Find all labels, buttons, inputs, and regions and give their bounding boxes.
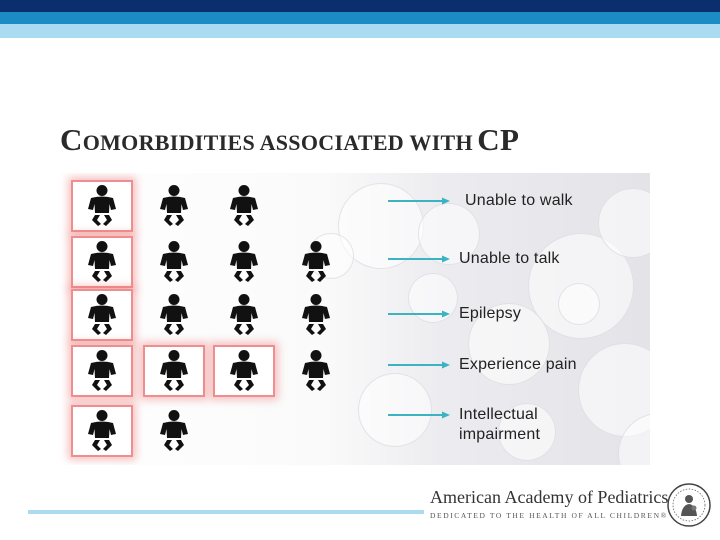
aap-logo: [430, 487, 668, 520]
arrow-right-icon: [388, 360, 450, 370]
child-cell: [143, 289, 205, 341]
child-cell: [213, 236, 275, 288]
comorbidity-label: Epilepsy: [459, 305, 522, 322]
child-cell: [213, 289, 275, 341]
arrow-right-icon: [388, 410, 450, 420]
child-cell: [143, 236, 205, 288]
comorbidity-label: Unable to walk: [465, 192, 573, 209]
child-cell: [143, 405, 205, 457]
comorbidity-label-line: impairment: [459, 426, 541, 443]
child-silhouette-icon: [154, 349, 194, 393]
header-band-dark: [0, 0, 720, 12]
header-band-light: [0, 24, 720, 38]
child-cell: [285, 345, 347, 397]
highlighted-child-cell: [71, 345, 133, 397]
header-band-mid: [0, 12, 720, 24]
child-cell: [213, 180, 275, 232]
comorbidity-label: [459, 405, 540, 445]
highlighted-child-cell: [71, 289, 133, 341]
comorbidity-label-line: Intellectual: [459, 406, 538, 423]
comorbidity-label: Experience pain: [459, 356, 577, 373]
aap-org-name: American Academy of Pediatrics: [430, 487, 669, 507]
arrow-right-icon: [388, 196, 450, 206]
child-silhouette-icon: [82, 184, 122, 228]
slide-title: [60, 122, 519, 158]
highlighted-child-cell: [71, 236, 133, 288]
highlighted-child-cell: [213, 345, 275, 397]
comorbidity-figure: [58, 173, 650, 465]
child-silhouette-icon: [82, 349, 122, 393]
child-silhouette-icon: [296, 293, 336, 337]
child-silhouette-icon: [82, 409, 122, 453]
footer-divider: [28, 510, 424, 514]
child-silhouette-icon: [224, 293, 264, 337]
highlighted-child-cell: [143, 345, 205, 397]
child-cell: [285, 289, 347, 341]
background-bubble: [558, 283, 600, 325]
aap-tagline: DEDICATED TO THE HEALTH OF ALL CHILDREN®: [430, 511, 668, 520]
child-silhouette-icon: [154, 293, 194, 337]
child-silhouette-icon: [296, 240, 336, 284]
child-silhouette-icon: [154, 184, 194, 228]
child-silhouette-icon: [224, 349, 264, 393]
comorbidity-label: Unable to talk: [459, 250, 560, 267]
child-silhouette-icon: [82, 240, 122, 284]
child-silhouette-icon: [154, 240, 194, 284]
child-cell: [285, 236, 347, 288]
highlighted-child-cell: [71, 180, 133, 232]
child-silhouette-icon: [82, 293, 122, 337]
child-silhouette-icon: [296, 349, 336, 393]
child-cell: [143, 180, 205, 232]
highlighted-child-cell: [71, 405, 133, 457]
child-silhouette-icon: [154, 409, 194, 453]
title-suffix: CP: [477, 122, 520, 157]
child-silhouette-icon: [224, 184, 264, 228]
arrow-right-icon: [388, 254, 450, 264]
arrow-right-icon: [388, 309, 450, 319]
child-silhouette-icon: [224, 240, 264, 284]
title-initial: C: [60, 122, 83, 157]
title-rest: OMORBIDITIES ASSOCIATED WITH: [82, 130, 473, 155]
aap-seal-icon: [666, 482, 712, 528]
